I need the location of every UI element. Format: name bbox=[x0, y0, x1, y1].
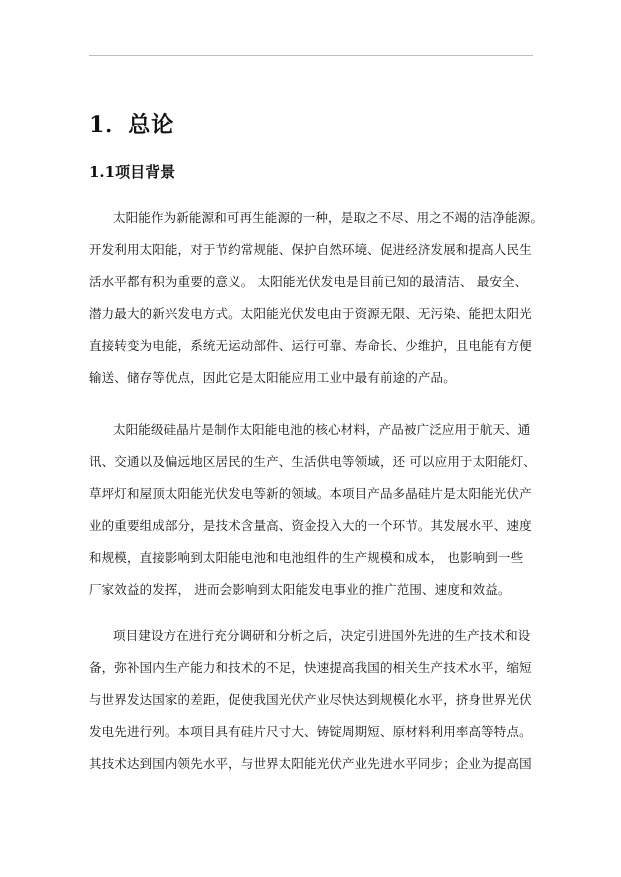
paragraph-line: 输送、储存等优点，因此它是太阳能应用工业中最有前途的产品。 bbox=[89, 370, 456, 385]
paragraph-line: 草坪灯和屋顶太阳能光伏发电等新的领域。本项目产品多晶硅片是太阳能光伏产 bbox=[89, 486, 532, 501]
paragraph-line: 备，弥补国内生产能力和技术的不足，快速提高我国的相关生产技术水平，缩短 bbox=[89, 660, 532, 675]
paragraph-line: 太阳能作为新能源和可再生能源的一种，是取之不尽、用之不竭的洁净能源。 bbox=[113, 210, 544, 225]
paragraph-line: 其技术达到国内领先水平，与世界太阳能光伏产业先进水平同步；企业为提高国 bbox=[89, 756, 532, 771]
paragraph-line: 直接转变为电能，系统无运动部件、运行可靠、寿命长、少维护，且电能有方便 bbox=[89, 338, 532, 353]
paragraph-line: 项目建设方在进行充分调研和分析之后，决定引进国外先进的生产技术和设 bbox=[113, 628, 531, 643]
paragraph-line: 和规模，直接影响到太阳能电池和电池组件的生产规模和成本， 也影响到一些 bbox=[89, 550, 524, 565]
header-rule bbox=[89, 55, 533, 56]
paragraph-line: 讯、交通以及偏远地区居民的生产、生活供电等领域，还 可以应用于太阳能灯、 bbox=[89, 454, 536, 469]
paragraph-line: 开发利用太阳能，对于节约常规能、保护自然环境、促进经济发展和提高人民生 bbox=[89, 242, 532, 257]
section-heading: 1.1项目背景 bbox=[89, 163, 176, 181]
paragraph-line: 太阳能级硅晶片是制作太阳能电池的核心材料，产品被广泛应用于航天、通 bbox=[113, 422, 531, 437]
paragraph-line: 发电先进行列。本项目具有硅片尺寸大、铸锭周期短、原材料利用率高等特点。 bbox=[89, 724, 532, 739]
paragraph-line: 与世界发达国家的差距，促使我国光伏产业尽快达到规模化水平，挤身世界光伏 bbox=[89, 692, 532, 707]
paragraph-line: 活水平都有积为重要的意义。 太阳能光伏发电是目前已知的最清洁、 最安全、 bbox=[89, 274, 528, 289]
chapter-heading: 1．总论 bbox=[89, 112, 175, 138]
paragraph-line: 业的重要组成部分，是技术含量高、资金投入大的一个环节。其发展水平、速度 bbox=[89, 518, 532, 533]
paragraph-line: 潜力最大的新兴发电方式。太阳能光伏发电由于资源无限、无污染、能把太阳光 bbox=[89, 306, 532, 321]
paragraph-line: 厂家效益的发挥， 进而会影响到太阳能发电事业的推广范围、速度和效益。 bbox=[89, 582, 511, 597]
